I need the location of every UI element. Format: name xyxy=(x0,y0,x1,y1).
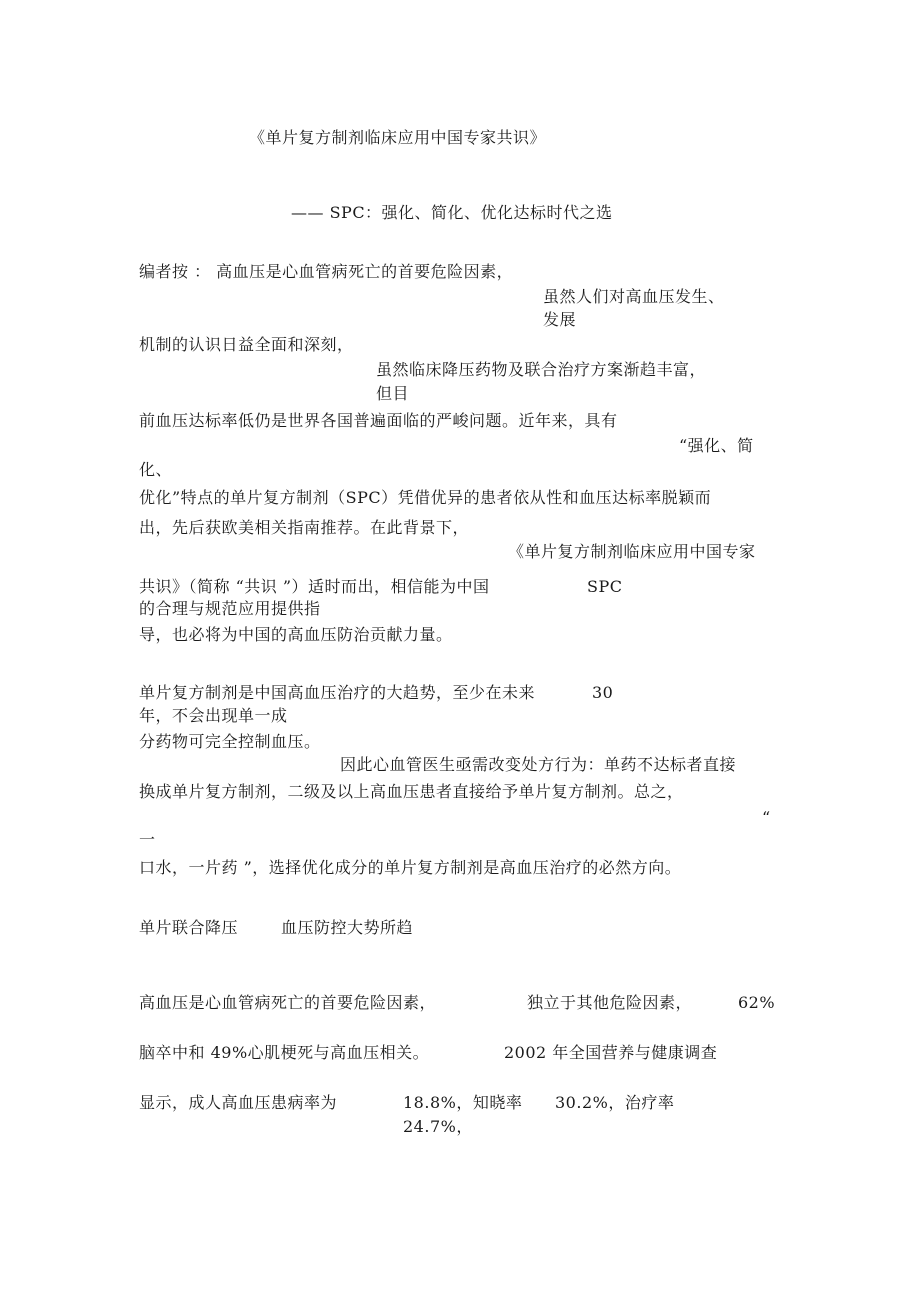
text-line: SPC xyxy=(587,577,623,596)
text-line: “强化、简 xyxy=(679,436,754,455)
text-line: 高血压是心血管病死亡的首要危险因素， xyxy=(139,993,437,1012)
text-line: 30 xyxy=(592,683,614,702)
text-line: 因此心血管医生亟需改变处方行为：单药不达标者直接 xyxy=(340,755,737,774)
text-line: 发展 xyxy=(543,310,577,329)
text-line: 虽然人们对高血压发生、 xyxy=(543,287,725,306)
text-line: 一 xyxy=(139,830,156,849)
text-line: 《单片复方制剂临床应用中国专家 xyxy=(508,542,756,561)
text-line: 62% xyxy=(738,993,776,1012)
text-line: 的合理与规范应用提供指 xyxy=(139,599,321,618)
text-line: 独立于其他危险因素， xyxy=(527,993,693,1012)
text-line: 虽然临床降压药物及联合治疗方案渐趋丰富， xyxy=(376,360,707,379)
text-line: 出，先后获欧美相关指南推荐。在此背景下， xyxy=(139,518,470,537)
text-line: 机制的认识日益全面和深刻， xyxy=(139,335,354,354)
text-line: 18.8%，知晓率 xyxy=(403,1093,523,1112)
text-line: 单片复方制剂是中国高血压治疗的大趋势，至少在未来 xyxy=(139,683,536,702)
text-line: 导，也必将为中国的高血压防治贡献力量。 xyxy=(139,625,453,644)
text-line: “ xyxy=(762,808,771,827)
text-line: 前血压达标率低仍是世界各国普遍面临的严峻问题。近年来，具有 xyxy=(139,411,618,430)
text-line: 共识》（简称 “共识 ”）适时而出，相信能为中国 xyxy=(139,577,490,596)
section-heading-part2: 血压防控大势所趋 xyxy=(281,918,414,937)
text-line: 年，不会出现单一成 xyxy=(139,706,288,725)
text-line: 但目 xyxy=(376,384,410,403)
text-line: 优化”特点的单片复方制剂（SPC）凭借优异的患者依从性和血压达标率脱颖而 xyxy=(139,488,712,507)
text-line: 口水，一片药 ”，选择优化成分的单片复方制剂是高血压治疗的必然方向。 xyxy=(139,858,682,877)
text-line: 30.2%，治疗率 xyxy=(555,1093,675,1112)
text-line: 分药物可完全控制血压。 xyxy=(139,732,321,751)
document-subtitle: —— SPC：强化、简化、优化达标时代之选 xyxy=(291,203,613,222)
document-title: 《单片复方制剂临床应用中国专家共识》 xyxy=(249,128,547,147)
text-line: 2002 年全国营养与健康调查 xyxy=(504,1043,718,1062)
text-line: 脑卒中和 49%心肌梗死与高血压相关。 xyxy=(139,1043,430,1062)
text-line: 24.7%， xyxy=(403,1117,473,1136)
text-line: 显示，成人高血压患病率为 xyxy=(139,1093,338,1112)
text-line: 换成单片复方制剂，二级及以上高血压患者直接给予单片复方制剂。总之， xyxy=(139,782,684,801)
section-heading-part1: 单片联合降压 xyxy=(139,918,239,937)
text-line: 编者按 ： 高血压是心血管病死亡的首要危险因素， xyxy=(139,262,514,281)
text-line: 化、 xyxy=(139,460,173,479)
